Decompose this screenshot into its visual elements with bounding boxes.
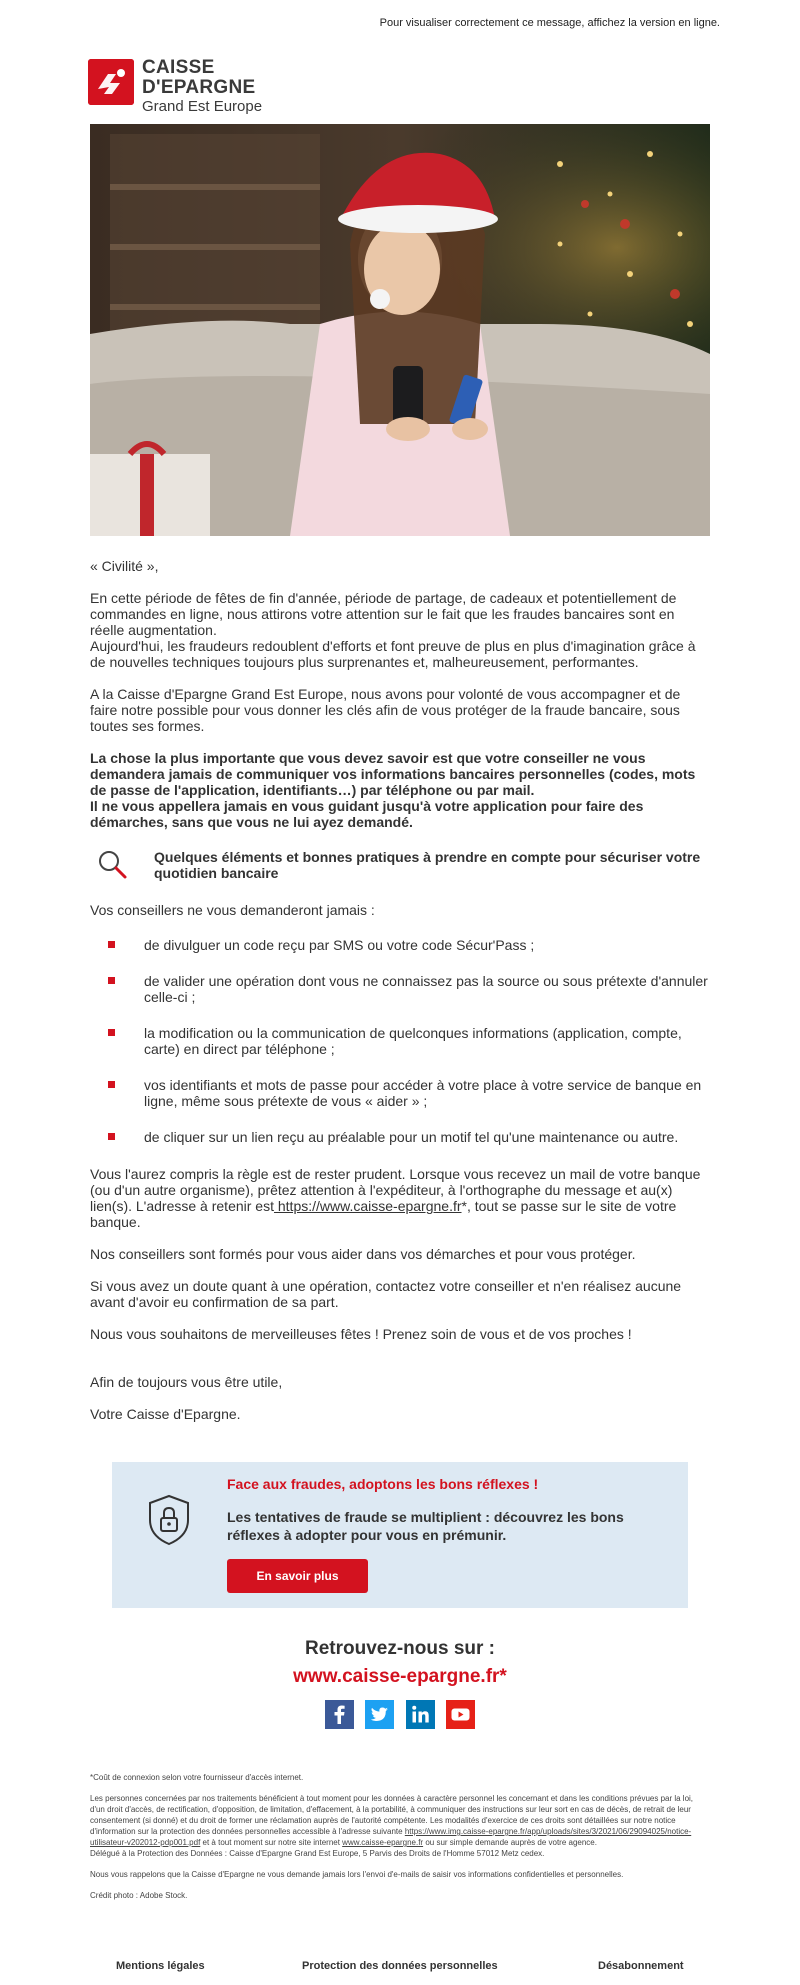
cost-note: *Coût de connexion selon votre fournisseur d'accès internet. bbox=[90, 1773, 304, 1782]
rights-mid: et à tout moment sur notre site internet bbox=[200, 1838, 340, 1847]
hero-image bbox=[90, 124, 710, 536]
brand-logo[interactable] bbox=[88, 57, 288, 115]
follow-section bbox=[0, 1638, 800, 1688]
prudence-text-end: *, tout se passe sur le site de votre banque. bbox=[90, 1198, 677, 1230]
reminder-text: Nous vous rappelons que la Caisse d'Epargne ne vous demande jamais lors l'envoi d'e-mails de saisir vos informations confidentielles et personnelles. bbox=[90, 1870, 624, 1879]
never-intro-text: Vos conseillers ne vous demanderont jamais : bbox=[90, 902, 375, 918]
twitter-icon[interactable] bbox=[365, 1700, 394, 1729]
logo-line-1: CAISSE bbox=[142, 57, 215, 78]
dpo-text: Délégué à la Protection des Données : Caisse d'Epargne Grand Est Europe, 5 Parvis des Droits de l'Homme 57012 Metz cedex. bbox=[90, 1849, 545, 1858]
footer-links bbox=[0, 1960, 800, 1976]
website-link[interactable]: www.caisse-epargne.fr* bbox=[293, 1666, 507, 1687]
privacy-notice-link[interactable]: https://www.img.caisse-epargne.fr/app/uploads/sites/3/2021/06/29094025/notice-utilisateur-v202012-pdp001.pdf bbox=[90, 1827, 692, 1847]
list-item bbox=[108, 1025, 708, 1057]
bullet-square-icon bbox=[108, 941, 115, 948]
banner-text: Les tentatives de fraude se multiplient : découvrez les bons réflexes à adopter pour vous en prémunir. bbox=[227, 1509, 624, 1543]
logo-line-2: D'EPARGNE bbox=[142, 77, 256, 98]
closing-line-1: Afin de toujours vous être utile, bbox=[90, 1374, 283, 1390]
facebook-icon[interactable] bbox=[325, 1700, 354, 1729]
follow-title: Retrouvez-nous sur : bbox=[304, 1638, 496, 1659]
key-warning-2: Il ne vous appellera jamais en vous guidant jusqu'à votre application pour faire des démarches, sans que vous ne lui ayez demandé. bbox=[90, 798, 644, 830]
closing-line-2: Votre Caisse d'Epargne. bbox=[90, 1406, 241, 1422]
email-body-2 bbox=[90, 1166, 710, 1438]
logo-line-3: Grand Est Europe bbox=[142, 98, 263, 115]
legal-section bbox=[90, 1772, 710, 1911]
logo-wordmark bbox=[142, 58, 262, 114]
list-item-text: vos identifiants et mots de passe pour accéder à votre place à votre service de banque en ligne, même sous prétexte de vous « aider » ; bbox=[144, 1077, 702, 1109]
never-list bbox=[108, 937, 708, 1165]
key-warning-1: La chose la plus importante que vous devez savoir est que votre conseiller ne vous demandera jamais de communiquer vos informations bancaires personnelles (codes, mots de passe de l'application, identifiants…) par téléphone ou par mail. bbox=[90, 750, 696, 798]
social-links bbox=[325, 1700, 475, 1730]
list-item-text: la modification ou la communication de quelconques informations (application, compte, carte) en direct par téléphone ; bbox=[144, 1025, 682, 1057]
list-item-text: de valider une opération dont vous ne connaissez pas la source ou sous prétexte d'annuler celle-ci ; bbox=[144, 973, 708, 1005]
list-item bbox=[108, 937, 708, 953]
prudence-text: Vous l'aurez compris la règle est de rester prudent. Lorsque vous recevez un mail de votre banque (ou d'un autre organisme), prêtez attention à l'expéditeur, à l'orthographe du message et au(x) lien(s). L'adresse à retenir est bbox=[90, 1166, 701, 1214]
fraud-banner bbox=[112, 1462, 688, 1608]
intro-text-1: En cette période de fêtes de fin d'année, période de partage, de cadeaux et potentiellement de commandes en ligne, nous attirons votre attention sur le fait que les fraudes bancaires sont en réelle augmentation. bbox=[90, 590, 677, 638]
list-item bbox=[108, 973, 708, 1005]
caisse-epargne-link[interactable]: https://www.caisse-epargne.fr bbox=[273, 1198, 462, 1214]
doubt-paragraph: Si vous avez un doute quant à une opération, contactez votre conseiller et n'en réalisez aucune avant d'avoir eu confirmation de sa part. bbox=[90, 1278, 682, 1310]
trained-paragraph: Nos conseillers sont formés pour vous aider dans vos démarches et pour vous protéger. bbox=[90, 1246, 636, 1262]
salutation: « Civilité », bbox=[90, 558, 159, 574]
legal-notice-link[interactable]: Mentions légales bbox=[116, 1960, 205, 1972]
commitment-paragraph: A la Caisse d'Epargne Grand Est Europe, nous avons pour volonté de vous accompagner et de faire notre possible pour vous donner les clés afin de vous protéger de la fraude bancaire, sous toutes ses formes. bbox=[90, 686, 681, 734]
tips-heading-row bbox=[90, 846, 710, 890]
linkedin-icon[interactable] bbox=[406, 1700, 435, 1729]
bullet-square-icon bbox=[108, 1029, 115, 1036]
tips-title: Quelques éléments et bonnes pratiques à prendre en compte pour sécuriser votre quotidien bancaire bbox=[154, 849, 701, 881]
learn-more-button[interactable]: En savoir plus bbox=[227, 1559, 368, 1593]
rights-paragraph bbox=[90, 1793, 710, 1859]
list-item-text: de divulguer un code reçu par SMS ou votre code Sécur'Pass ; bbox=[144, 937, 535, 953]
unsubscribe-link[interactable]: Désabonnement bbox=[598, 1960, 684, 1972]
online-version-bar bbox=[0, 17, 800, 29]
online-version-link[interactable]: Pour visualiser correctement ce message, affichez la version en ligne. bbox=[379, 17, 720, 29]
wishes-paragraph: Nous vous souhaitons de merveilleuses fêtes ! Prenez soin de vous et de vos proches ! bbox=[90, 1326, 632, 1342]
never-intro bbox=[90, 902, 710, 934]
email-body bbox=[90, 558, 710, 846]
list-item-text: de cliquer sur un lien reçu au préalable pour un motif tel qu'une maintenance ou autre. bbox=[144, 1129, 679, 1145]
squirrel-logo-icon bbox=[88, 59, 134, 105]
magnifier-icon bbox=[96, 848, 128, 885]
youtube-icon[interactable] bbox=[446, 1700, 475, 1729]
bullet-square-icon bbox=[108, 977, 115, 984]
intro-paragraph-2: Aujourd'hui, les fraudeurs redoublent d'efforts et font preuve de plus en plus d'imagination grâce à de nouvelles techniques toujours plus surprenantes et, malheureusement, performantes. bbox=[90, 638, 696, 670]
list-item bbox=[108, 1077, 708, 1109]
prudence-paragraph bbox=[90, 1166, 710, 1230]
privacy-link[interactable]: Protection des données personnelles bbox=[302, 1960, 498, 1972]
intro-paragraph bbox=[90, 590, 710, 638]
banner-title: Face aux fraudes, adoptons les bons réflexes ! bbox=[227, 1476, 539, 1492]
bullet-square-icon bbox=[108, 1081, 115, 1088]
rights-text: Les personnes concernées par nos traitements bénéficient à tout moment pour les données à caractère personnel les concernant et dans les conditions prévues par la loi, d'un droit d'accès, de rectification, d'opposition, de limitation, d'effacement, à la portabilité, à communiquer des instructions sur leur sort en cas de décès, de retrait de leur consentement (si donné) et du droit de former une réclamation auprès de l'autorité compétente. Les modalités d'exercice de ces droits sont détaillées sur notre notice d'information sur la protection des données personnelles accessible à l'adresse suivante bbox=[90, 1794, 694, 1836]
shield-lock-icon bbox=[146, 1494, 192, 1551]
list-item bbox=[108, 1129, 708, 1145]
bullet-square-icon bbox=[108, 1133, 115, 1140]
website-legal-link[interactable]: www.caisse-epargne.fr bbox=[342, 1838, 424, 1847]
rights-end: ou sur simple demande auprès de votre agence. bbox=[423, 1838, 597, 1847]
photo-credit: Crédit photo : Adobe Stock. bbox=[90, 1891, 188, 1900]
